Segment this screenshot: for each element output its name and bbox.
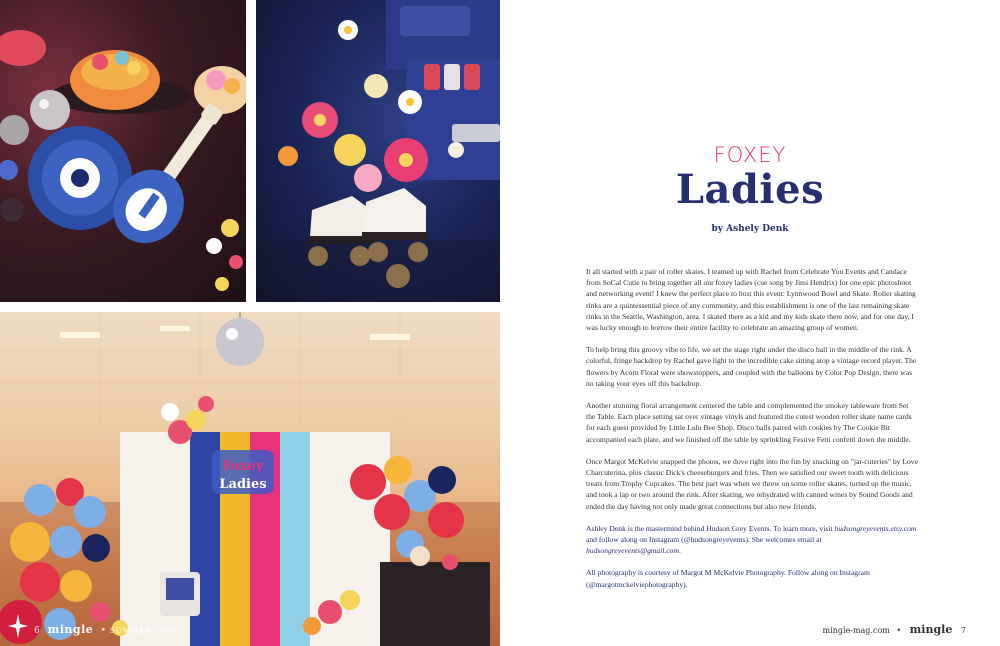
rink-illustration: [0, 312, 500, 646]
right-magazine-name: mingle: [909, 623, 953, 636]
left-issue-label: SUMMER 2023: [109, 627, 177, 635]
left-page-number: 6: [34, 626, 41, 636]
etsy-shop-link[interactable]: hudsongreyevents.etsy.com: [834, 523, 917, 533]
photo-cookies: [0, 0, 246, 302]
website-label: mingle-mag.com: [822, 626, 890, 635]
author-credit-end: .: [678, 546, 681, 556]
author-credit-mid: and follow along on Instagram (@hudsongreyevents). She welcomes email at: [586, 535, 822, 545]
article-headline: Ladies: [675, 166, 825, 213]
article-paragraph: Another stunning floral arrangement centered the table and complemented the smokey tableware from Set the Table. Each place setting sat over vintage vinyls and featured the cutest wooden roller skate name cards for each guest provided by Little Lulu Bee Shop. Disco balls paired with cookies by The Cookie Bit accompanied each plate, and we finished off the table by sprinkling Festive Fetti confetti down the middle.: [586, 401, 912, 444]
article-paragraph: It all started with a pair of roller skates. I teamed up with Rachel from Celebrate You Events and Candace from SoCal Cutie to bring together all our foxey ladies (cue song by Jimi Hendrix) for one epic photoshoot and networking event! I knew the perfect place to host this event: Lynnwood Bowl and Skate. Roller skating rinks are a quintessential piece of any community, and this establishment is one of the last remaining skate rinks in the Seattle, Washington, area. I skated there as a kid and my kids skate there now, and for one day, I was lucky enough to borrow their entire facility to celebrate an amazing group of women.: [586, 267, 916, 333]
svg-text:Foxey: Foxey: [222, 459, 264, 474]
author-credit: [586, 523, 918, 557]
svg-text:Ladies: Ladies: [219, 477, 267, 492]
photo-rink: [0, 312, 500, 646]
author-credit-lead: Ashley Denk is the mastermind behind Hudson Grey Events. To learn more, visit: [586, 523, 833, 533]
left-folio: 6 mingle • SUMMER 2023: [34, 623, 177, 636]
photo-skates: [256, 0, 500, 302]
article-paragraph: Once Margot McKelvie snapped the photos, we dove right into the fun by snacking on "jar-cuteries" by Love Charcuterina, plus classic Dick's cheeseburgers and fries. Then we satisfied our sweet tooth with delicious treats from Trophy Cupcakes. The best part was when we threw on some roller skates, turned up the music, and took a lap or two around the rink. After skating, we rehydrated with canned wines by Sound Goods and ended the day having not only made great connections but also new friends.: [586, 456, 918, 511]
right-folio: mingle-mag.com • mingle 7: [822, 623, 966, 636]
cookies-illustration: [0, 0, 246, 302]
article-kicker: FOXEY: [713, 143, 787, 167]
left-magazine-name: mingle: [47, 623, 94, 636]
skates-illustration: [256, 0, 500, 302]
sparkle-icon: [8, 614, 28, 638]
article-byline: by Ashely Denk: [711, 224, 789, 234]
right-page: [500, 0, 1000, 646]
photo-credit: All photography is courtesy of Margot M McKelvie Photography. Follow along on Instagram (@margotmckelviephotography).: [586, 568, 870, 589]
email-link[interactable]: hudsongreyevents@gmail.com: [586, 546, 679, 556]
article-paragraph: To help bring this groovy vibe to life, we set the stage right under the disco ball in the middle of the rink. A colorful, fringe backdrop by Rachel gave light to the incredible cake sitting atop a vintage record player. The flowers by Acorn Floral were showstoppers, and coupled with the balloons by Color Pop Design, there was no taking your eyes off this backdrop.: [586, 345, 917, 388]
article-body: [586, 266, 918, 601]
right-page-number: 7: [960, 626, 966, 635]
